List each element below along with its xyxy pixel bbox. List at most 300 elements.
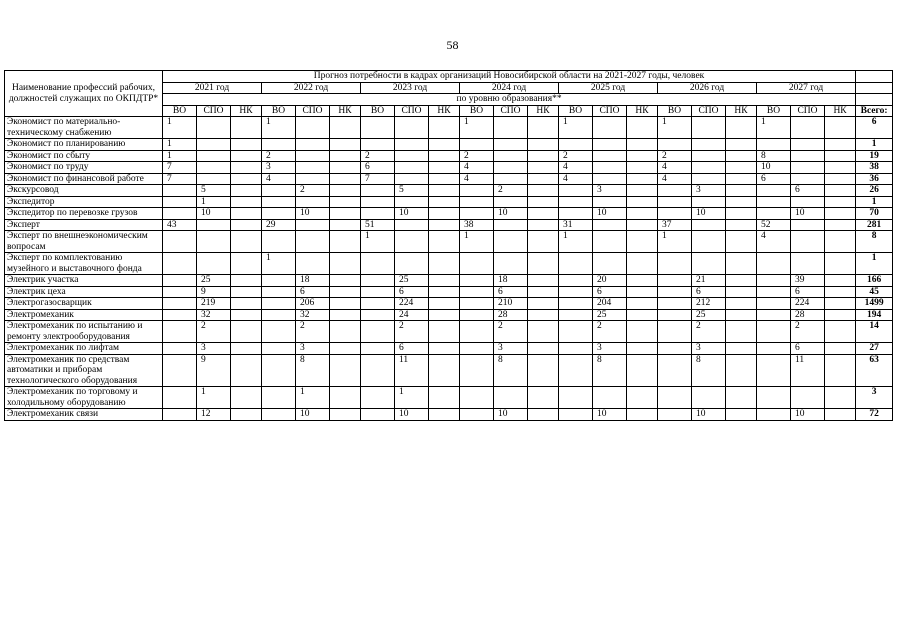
row-value	[528, 162, 559, 174]
row-value: 3	[197, 343, 231, 355]
row-value	[429, 409, 460, 421]
row-value	[627, 208, 658, 220]
row-value	[726, 354, 757, 387]
row-value	[395, 173, 429, 185]
row-value: 11	[395, 354, 429, 387]
header-level-СПО: СПО	[593, 105, 627, 117]
row-value	[460, 275, 494, 287]
row-value	[262, 185, 296, 197]
row-value	[296, 219, 330, 231]
row-value: 10	[395, 208, 429, 220]
row-value: 1	[262, 253, 296, 275]
table-row	[5, 253, 893, 275]
row-value	[361, 196, 395, 208]
header-level-НК: НК	[726, 105, 757, 117]
header-level-СПО: СПО	[197, 105, 231, 117]
row-value	[231, 117, 262, 139]
row-value	[197, 150, 231, 162]
row-value	[361, 409, 395, 421]
row-value	[395, 219, 429, 231]
row-value: 3	[692, 185, 726, 197]
header-level-ВО: ВО	[163, 105, 197, 117]
row-value	[528, 185, 559, 197]
row-value	[429, 173, 460, 185]
row-value	[825, 309, 856, 321]
row-value: 2	[262, 150, 296, 162]
row-value	[627, 253, 658, 275]
row-value	[791, 253, 825, 275]
header-year: 2024 год	[460, 82, 559, 94]
row-value	[627, 139, 658, 151]
row-value	[395, 150, 429, 162]
row-value: 24	[395, 309, 429, 321]
header-empty-cell	[856, 71, 893, 83]
row-name: Электрогазосварщик	[5, 298, 163, 310]
row-value	[726, 409, 757, 421]
row-value	[593, 219, 627, 231]
row-value	[757, 275, 791, 287]
row-value	[395, 253, 429, 275]
row-value	[627, 286, 658, 298]
row-value	[528, 150, 559, 162]
row-value	[163, 185, 197, 197]
row-value	[791, 162, 825, 174]
row-total: 19	[856, 150, 893, 162]
row-value	[460, 409, 494, 421]
row-value: 2	[460, 150, 494, 162]
row-value	[460, 387, 494, 409]
row-value	[692, 150, 726, 162]
row-value	[726, 208, 757, 220]
row-value	[825, 354, 856, 387]
row-value	[559, 409, 593, 421]
row-value	[163, 309, 197, 321]
row-value: 3	[593, 185, 627, 197]
row-value	[692, 231, 726, 253]
row-value: 6	[791, 185, 825, 197]
row-value: 1	[658, 231, 692, 253]
row-value	[361, 387, 395, 409]
row-value	[494, 196, 528, 208]
row-value	[262, 321, 296, 343]
row-value	[627, 150, 658, 162]
row-value: 32	[296, 309, 330, 321]
row-value: 3	[494, 343, 528, 355]
row-value	[627, 309, 658, 321]
row-value	[330, 208, 361, 220]
row-value	[825, 162, 856, 174]
row-value	[593, 139, 627, 151]
row-value: 7	[163, 162, 197, 174]
row-value	[460, 196, 494, 208]
row-name: Электромеханик	[5, 309, 163, 321]
row-value	[726, 185, 757, 197]
row-value	[757, 387, 791, 409]
row-value	[262, 343, 296, 355]
row-value	[559, 139, 593, 151]
row-value	[361, 208, 395, 220]
row-value: 4	[262, 173, 296, 185]
header-level-НК: НК	[429, 105, 460, 117]
header-level-ВО: ВО	[361, 105, 395, 117]
table-row	[5, 162, 893, 174]
row-value	[197, 117, 231, 139]
row-value	[361, 286, 395, 298]
row-value	[429, 219, 460, 231]
row-value: 1	[262, 117, 296, 139]
row-value	[593, 162, 627, 174]
row-value	[163, 196, 197, 208]
row-total: 1499	[856, 298, 893, 310]
row-value: 4	[559, 162, 593, 174]
row-value	[726, 196, 757, 208]
row-value	[692, 387, 726, 409]
row-value: 6	[791, 343, 825, 355]
row-value	[791, 117, 825, 139]
row-value: 10	[593, 409, 627, 421]
row-name: Электромеханик по торговому и холодильному оборудованию	[5, 387, 163, 409]
row-value	[658, 343, 692, 355]
row-value	[460, 354, 494, 387]
row-value	[825, 253, 856, 275]
row-value	[726, 275, 757, 287]
header-year: 2021 год	[163, 82, 262, 94]
row-value	[429, 231, 460, 253]
row-value: 8	[494, 354, 528, 387]
row-total: 166	[856, 275, 893, 287]
row-value: 1	[559, 231, 593, 253]
row-value	[791, 219, 825, 231]
row-value: 3	[692, 343, 726, 355]
row-value	[460, 321, 494, 343]
row-value	[593, 196, 627, 208]
row-value: 2	[361, 150, 395, 162]
row-value	[460, 309, 494, 321]
table-row	[5, 219, 893, 231]
row-value	[559, 208, 593, 220]
row-name: Электромеханик по средствам автоматики и приборам технологического оборудования	[5, 354, 163, 387]
row-value	[429, 150, 460, 162]
row-value	[395, 139, 429, 151]
row-name: Экспедитор	[5, 196, 163, 208]
row-value	[658, 387, 692, 409]
row-value: 10	[296, 208, 330, 220]
row-value: 2	[559, 150, 593, 162]
row-value	[460, 253, 494, 275]
row-value: 8	[692, 354, 726, 387]
row-value	[658, 275, 692, 287]
row-value	[197, 173, 231, 185]
row-value: 6	[593, 286, 627, 298]
row-value	[361, 343, 395, 355]
row-value	[726, 321, 757, 343]
row-value	[231, 139, 262, 151]
row-value	[330, 173, 361, 185]
row-value	[593, 150, 627, 162]
header-year: 2025 год	[559, 82, 658, 94]
row-total: 27	[856, 343, 893, 355]
row-total: 8	[856, 231, 893, 253]
row-value: 52	[757, 219, 791, 231]
row-value	[627, 173, 658, 185]
row-value	[429, 208, 460, 220]
row-value: 7	[163, 173, 197, 185]
row-value: 10	[593, 208, 627, 220]
row-value	[231, 185, 262, 197]
header-level-НК: НК	[528, 105, 559, 117]
row-value	[726, 387, 757, 409]
row-value	[197, 219, 231, 231]
row-value	[460, 208, 494, 220]
row-value	[627, 231, 658, 253]
row-value	[528, 387, 559, 409]
row-value: 1	[197, 196, 231, 208]
row-value	[726, 139, 757, 151]
row-value	[262, 309, 296, 321]
row-value	[559, 321, 593, 343]
row-value	[395, 231, 429, 253]
row-value: 3	[262, 162, 296, 174]
row-value	[825, 208, 856, 220]
row-value: 5	[197, 185, 231, 197]
row-value	[658, 321, 692, 343]
header-education-levels: по уровню образования**	[163, 94, 856, 106]
row-value	[627, 117, 658, 139]
row-value: 31	[559, 219, 593, 231]
row-value: 20	[593, 275, 627, 287]
row-value	[658, 286, 692, 298]
row-value	[528, 117, 559, 139]
row-value: 28	[791, 309, 825, 321]
header-forecast-title: Прогноз потребности в кадрах организаций Новосибирской области на 2021-2027 годы, человек	[163, 71, 856, 83]
row-value	[231, 173, 262, 185]
row-value	[726, 231, 757, 253]
row-value	[757, 286, 791, 298]
row-value: 4	[658, 173, 692, 185]
row-value	[692, 162, 726, 174]
table-row	[5, 231, 893, 253]
row-value	[593, 173, 627, 185]
row-value	[330, 231, 361, 253]
header-year: 2026 год	[658, 82, 757, 94]
row-value	[791, 196, 825, 208]
row-value: 6	[395, 343, 429, 355]
row-value: 224	[395, 298, 429, 310]
row-value: 10	[494, 208, 528, 220]
row-value: 1	[658, 117, 692, 139]
row-value	[330, 298, 361, 310]
row-value: 11	[791, 354, 825, 387]
row-value	[559, 286, 593, 298]
row-value	[296, 253, 330, 275]
row-value	[330, 343, 361, 355]
row-value	[231, 409, 262, 421]
row-value	[825, 275, 856, 287]
row-value	[429, 387, 460, 409]
header-level-СПО: СПО	[494, 105, 528, 117]
row-value	[231, 387, 262, 409]
row-value	[330, 354, 361, 387]
row-value	[528, 275, 559, 287]
row-value	[361, 117, 395, 139]
row-value	[757, 196, 791, 208]
row-value: 21	[692, 275, 726, 287]
row-value	[296, 196, 330, 208]
row-value: 39	[791, 275, 825, 287]
row-value	[528, 309, 559, 321]
row-value	[429, 196, 460, 208]
row-name: Эксперт по внешнеэкономическим вопросам	[5, 231, 163, 253]
row-value	[429, 275, 460, 287]
row-value: 4	[559, 173, 593, 185]
row-value: 37	[658, 219, 692, 231]
row-value	[460, 298, 494, 310]
row-value: 219	[197, 298, 231, 310]
row-value	[825, 409, 856, 421]
row-value	[559, 253, 593, 275]
row-value	[627, 298, 658, 310]
table-row	[5, 286, 893, 298]
row-value	[262, 286, 296, 298]
row-value	[361, 298, 395, 310]
row-value	[528, 139, 559, 151]
row-value	[197, 139, 231, 151]
row-value	[658, 185, 692, 197]
header-level-НК: НК	[330, 105, 361, 117]
header-level-ВО: ВО	[757, 105, 791, 117]
row-total: 72	[856, 409, 893, 421]
row-value: 6	[757, 173, 791, 185]
row-name: Электрик участка	[5, 275, 163, 287]
table-row	[5, 117, 893, 139]
row-value	[825, 219, 856, 231]
row-value	[757, 309, 791, 321]
row-value	[460, 343, 494, 355]
row-value	[593, 253, 627, 275]
row-name: Электромеханик связи	[5, 409, 163, 421]
row-value: 2	[296, 321, 330, 343]
row-value	[361, 275, 395, 287]
row-value: 4	[757, 231, 791, 253]
row-value	[231, 343, 262, 355]
row-value	[658, 409, 692, 421]
row-value	[757, 354, 791, 387]
row-value: 1	[757, 117, 791, 139]
table-row	[5, 354, 893, 387]
row-value	[528, 321, 559, 343]
row-value	[528, 409, 559, 421]
table-row	[5, 196, 893, 208]
row-value	[658, 354, 692, 387]
row-value: 10	[692, 208, 726, 220]
row-total: 6	[856, 117, 893, 139]
row-value: 6	[361, 162, 395, 174]
row-value	[494, 231, 528, 253]
table-row	[5, 409, 893, 421]
row-total: 36	[856, 173, 893, 185]
row-value	[361, 354, 395, 387]
row-name: Электромеханик по испытанию и ремонту электрооборудования	[5, 321, 163, 343]
row-value: 7	[361, 173, 395, 185]
table-row	[5, 321, 893, 343]
row-value	[361, 185, 395, 197]
row-value	[726, 219, 757, 231]
row-value	[361, 253, 395, 275]
header-year: 2027 год	[757, 82, 856, 94]
row-total: 281	[856, 219, 893, 231]
row-value	[692, 196, 726, 208]
row-value	[231, 150, 262, 162]
row-value	[825, 286, 856, 298]
row-value	[494, 219, 528, 231]
row-value	[825, 117, 856, 139]
row-value	[692, 139, 726, 151]
row-value	[330, 219, 361, 231]
row-value	[231, 231, 262, 253]
row-value	[296, 139, 330, 151]
row-total: 3	[856, 387, 893, 409]
row-value: 10	[692, 409, 726, 421]
row-value	[528, 173, 559, 185]
row-value	[163, 275, 197, 287]
row-value: 29	[262, 219, 296, 231]
row-value	[163, 387, 197, 409]
row-value	[825, 185, 856, 197]
row-value: 1	[395, 387, 429, 409]
row-name: Эксперт по комплектованию музейного и выставочного фонда	[5, 253, 163, 275]
table-row	[5, 387, 893, 409]
row-value	[627, 343, 658, 355]
row-value	[757, 343, 791, 355]
row-value	[825, 173, 856, 185]
row-value	[361, 321, 395, 343]
row-value	[528, 354, 559, 387]
header-empty-cell	[856, 82, 893, 94]
row-value	[627, 275, 658, 287]
row-value	[658, 309, 692, 321]
row-value	[757, 208, 791, 220]
row-name: Эксперт	[5, 219, 163, 231]
row-total: 1	[856, 253, 893, 275]
row-value	[658, 298, 692, 310]
row-value	[262, 139, 296, 151]
row-value	[692, 173, 726, 185]
row-name: Экономист по финансовой работе	[5, 173, 163, 185]
header-level-НК: НК	[825, 105, 856, 117]
row-value	[658, 208, 692, 220]
row-value: 2	[692, 321, 726, 343]
row-value	[559, 185, 593, 197]
row-value	[330, 117, 361, 139]
row-value	[559, 343, 593, 355]
row-value	[726, 150, 757, 162]
header-year: 2023 год	[361, 82, 460, 94]
row-value	[627, 321, 658, 343]
row-value: 10	[791, 409, 825, 421]
table-row	[5, 185, 893, 197]
row-value	[231, 219, 262, 231]
row-value	[726, 298, 757, 310]
row-value	[163, 354, 197, 387]
row-value: 10	[296, 409, 330, 421]
row-value	[296, 150, 330, 162]
row-value	[262, 387, 296, 409]
row-value: 1	[559, 117, 593, 139]
row-value	[559, 275, 593, 287]
row-total: 38	[856, 162, 893, 174]
row-value	[163, 208, 197, 220]
row-value: 1	[296, 387, 330, 409]
